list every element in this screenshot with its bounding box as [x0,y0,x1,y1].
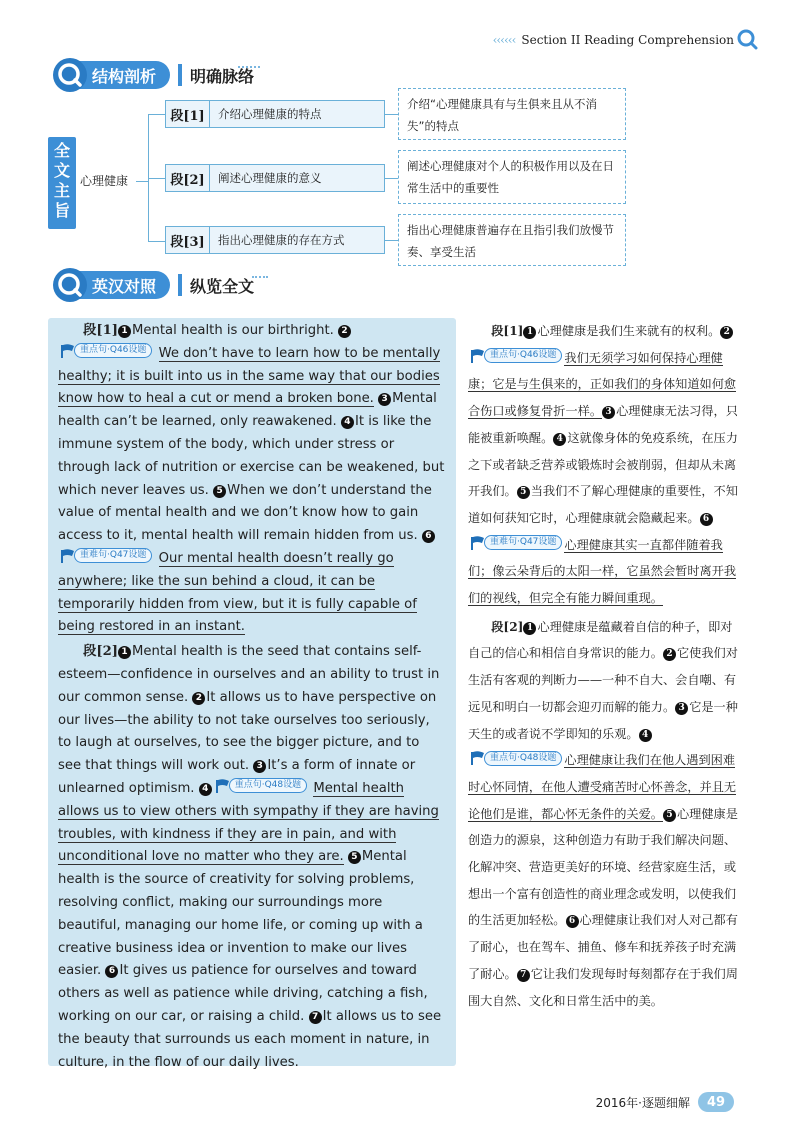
sentence-number: 5 [348,851,361,864]
section-subtitle: 明确脉络 [178,64,254,86]
badge-label: 重点句·Q46设题 [484,348,562,363]
key-sentence-badge [470,348,562,364]
chinese-text [468,318,740,1014]
english-text [58,320,446,1074]
sentence-number: 4 [199,783,212,796]
sentence: Mental health is the source of creativity for solving problems, resolving conflict, making our surroundings more beautiful, managing our home life, or coming up with a creative business idea or invention to make our lives easier. [58,849,423,979]
sentence: 心理健康是我们生来就有的权利。 [537,324,721,338]
sentence: It gives us patience for ourselves and toward others as well as patience while driving, catching a fish, working on our car, or raising a child. [58,963,428,1024]
segment-detail-1: 介绍“心理健康具有与生俱来且从不消失”的特点 [398,88,626,140]
sentence-number: 5 [663,809,676,822]
sentence: Mental health is the seed that contains self-esteem—confidence in ourselves and an ability to trust in our common sense. [58,644,440,705]
chevron-arrows-icon: ‹‹‹‹‹‹ [492,33,516,47]
segment-tag: 段[1] [166,101,210,127]
badge-label: 重难句·Q47设题 [74,548,152,563]
paragraph-label: 段[1] [491,324,524,338]
sentence-number: 4 [341,416,354,429]
sentence: It’s a form of innate or unlearned optimism. [58,758,416,796]
sentence: 心理健康让我们对人对己都有了耐心，也在驾车、捕鱼、修车和抚养孩子时充满了耐心。 [468,913,738,981]
main-theme-char: 文 [53,161,70,180]
sentence-number: 6 [105,965,118,978]
sentence: It allows us to see the beauty that surrounds us each moment in nature, in culture, in the flow of our daily lives. [58,1008,442,1070]
divider [238,66,260,68]
section-title: 结构剖析 [92,66,157,86]
sentence: 心理健康让我们在他人遇到困难时心怀同情，在他人遭受痛苦时心怀善念，并且无论他们是谁，都心怀无条件的关爱。 [468,753,737,821]
sentence-number: 7 [309,1011,322,1024]
paragraph-label: 段[2] [491,619,524,634]
sentence-number: 6 [566,915,579,928]
segment-tag: 段[2] [166,165,210,191]
sentence-number: 2 [192,692,205,705]
sentence: It allows us to have perspective on our lives—the ability to not take ourselves too seriously, to laugh at ourselves, to see the bigger picture, and to see that things will work out. [58,689,437,774]
key-sentence-badge [470,535,562,551]
main-theme-char: 主 [53,181,70,200]
search-q-icon [52,57,88,93]
sentence: It is like the immune system of the body, which under stress or through lack of nutrition or exercise can be weakened, but which never leaves us. [58,414,445,498]
segment-detail-2: 阐述心理健康对个人的积极作用以及在日常生活中的重要性 [398,150,626,204]
sentence-number: 6 [700,513,713,526]
running-title: Section II Reading Comprehension [521,33,734,47]
connector-line [385,114,398,115]
sentence-number: 7 [517,969,530,982]
segment-box-1 [165,100,385,128]
sentence: When we don’t understand the value of mental health and we don’t know how to gain access to it, mental health will remain hidden from us. [58,482,432,544]
page-number: 49 [698,1092,734,1112]
chinese-paragraph-2 [468,614,740,1015]
section-title-pill [58,271,170,299]
main-theme-char: 全 [53,141,70,160]
connector-line [385,178,398,179]
sentence: 这就像身体的免疫系统，在压力之下或者缺乏营养或锻炼时会被削弱，但却从未离开我们。 [468,430,738,499]
sentence-number: 3 [253,760,266,773]
sentence: 它让我们发现每时每刻都存在于我们周围大自然、文化和日常生活中的美。 [468,966,738,1008]
segment-box-3 [165,226,385,254]
chinese-paragraph-1 [468,318,740,612]
segment-summary: 介绍心理健康的特点 [218,107,322,121]
english-paragraph-2 [58,641,446,1074]
key-sentence-badge [215,778,307,794]
segment-box-2 [165,164,385,192]
search-q-icon [52,267,88,303]
key-sentence-badge [60,343,152,359]
main-theme-label [48,137,76,229]
section-title: 英汉对照 [92,276,157,296]
sentence-number: 1 [118,325,131,338]
section-subtitle: 纵览全文 [178,274,254,296]
badge-label: 重点句·Q48设题 [229,778,307,793]
sentence: 心理健康无法习得，只能被重新唤醒。 [468,404,738,445]
sentence: 心理健康是创造力的源泉，这种创造力有助于我们解决问题、化解冲突、营造更美好的环境、经营家庭生活，或想出一个富有创造性的商业理念或发明，以使我们的生活更加轻松。 [468,806,738,928]
badge-label: 重点句·Q48设题 [484,751,562,766]
search-q-icon [736,28,758,50]
segment-tag: 段[3] [166,227,210,253]
sentence: Mental health allows us to view others with sympathy if they are having troubles, with kindness if they are in pain, and with unconditional love no matter who they are. [58,780,439,865]
sentence: Mental health can’t be learned, only reawakened. [58,391,437,430]
connector-line [136,181,148,182]
sentence: We don’t have to learn how to be mentally healthy; it is built into us in the same way that our bodies know how to heal a cut or mend a broken bone. [58,345,441,407]
sentence: 心理健康是蕴藏着自信的种子，即对自己的信心和相信自身常识的能力。 [468,619,733,661]
book-title: 2016年·逐题细解 [595,1095,690,1110]
sentence: 我们无须学习如何保持心理健康；它是与生俱来的，正如我们的身体知道如何愈合伤口或修复骨折一样。 [468,350,737,419]
sentence: Our mental health doesn’t really go anywhere; like the sun behind a cloud, it can be temporarily hidden from view, but it is fully capable of being restored in an instant. [58,550,417,635]
key-sentence-badge [60,548,152,564]
section-header-bilingual [58,268,254,302]
badge-label: 重点句·Q46设题 [74,343,152,358]
sentence-number: 4 [639,729,652,742]
sentence-number: 2 [663,648,676,661]
sentence-number: 4 [553,433,566,446]
sentence-number: 5 [213,485,226,498]
sentence: 它是一种天生的或者说不学即知的乐观。 [468,699,738,741]
segment-detail-3: 指出心理健康普遍存在且指引我们放慢节奏、享受生活 [398,214,626,266]
badge-label: 重难句·Q47设题 [484,535,562,550]
sentence: 它使我们对生活有客观的判断力——一种不自大、会自嘲、有远见和明白一切都会迎刃而解的能力。 [468,646,738,714]
sentence-number: 1 [523,326,536,339]
english-paragraph-1 [58,320,446,639]
section-title-pill [58,61,170,89]
sentence-number: 3 [602,406,615,419]
sentence: 心理健康其实一直都伴随着我们；像云朵背后的太阳一样，它虽然会暂时离开我们的视线，但完全有能力瞬间重现。 [468,537,737,606]
running-header [493,33,734,47]
sentence-number: 5 [517,486,530,499]
connector-line [385,240,398,241]
section-header-structure [58,58,254,92]
theme-topic: 心理健康 [80,174,129,188]
sentence-number: 6 [422,530,435,543]
main-theme-char: 旨 [53,201,70,220]
sentence-number: 2 [338,325,351,338]
key-sentence-badge [470,750,562,766]
sentence-number: 3 [675,702,688,715]
divider [252,276,268,278]
sentence-number: 3 [378,393,391,406]
paragraph-label: 段[1] [83,323,118,338]
paragraph-label: 段[2] [83,644,118,660]
sentence-number: 2 [720,326,733,339]
sentence-number: 1 [523,622,536,635]
sentence: 当我们不了解心理健康的重要性，不知道如何获知它时，心理健康就会隐藏起来。 [468,484,738,525]
segment-summary: 指出心理健康的存在方式 [218,233,345,247]
sentence-number: 1 [118,646,131,659]
connector-line [148,178,165,179]
sentence: Mental health is our birthright. [132,323,334,338]
page-footer [596,1092,734,1112]
segment-summary: 阐述心理健康的意义 [218,171,322,185]
